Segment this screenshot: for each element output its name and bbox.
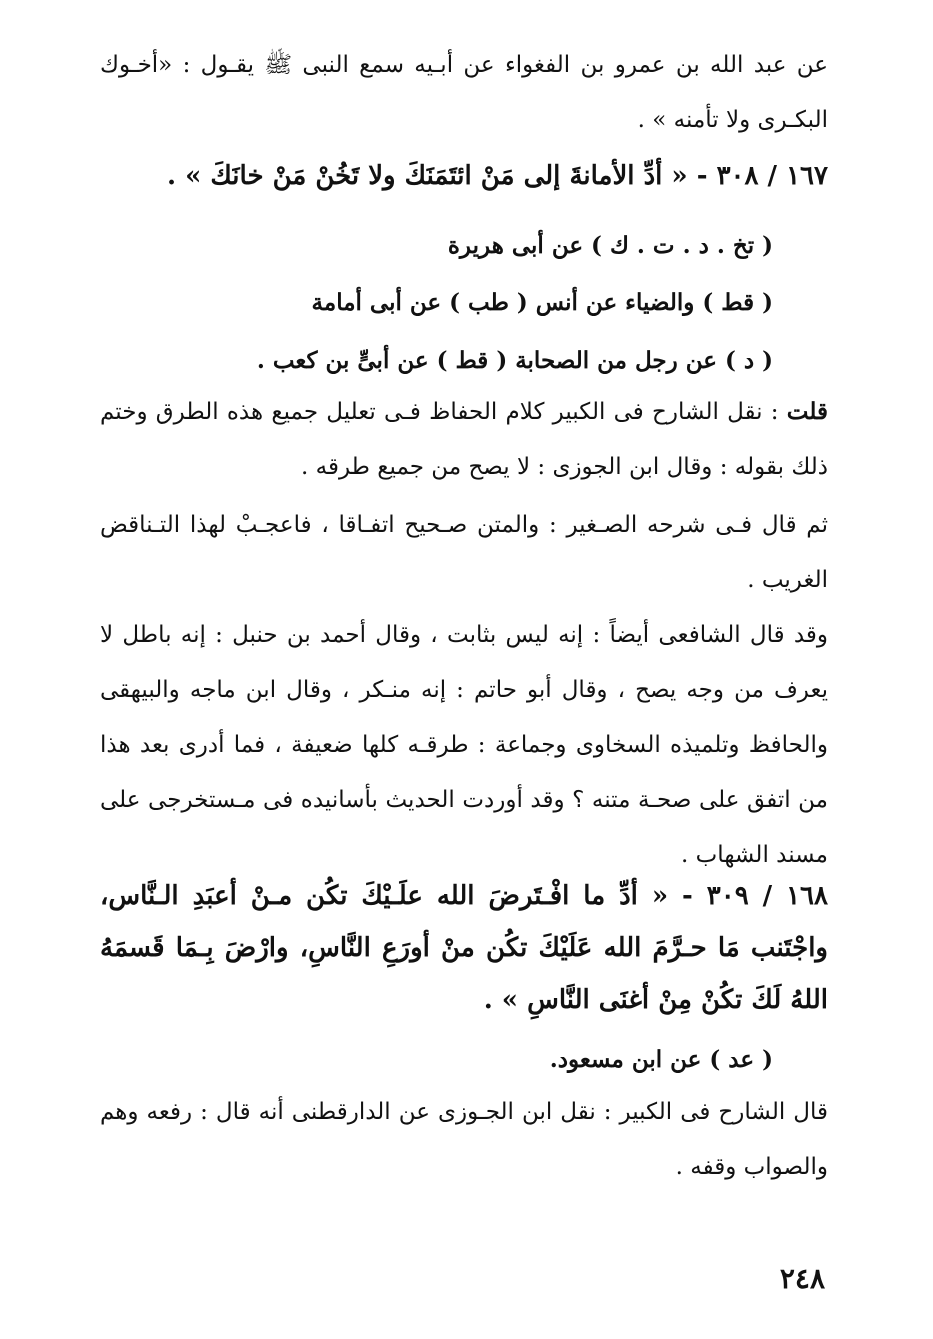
qult-text: : نقل الشارح فى الكبير كلام الحفاظ فـى تعليل جميع هذه الطرق وختم ذلك بقوله : وقال ابن الجوزى : لا يصح من جميع طرقه . — [100, 399, 828, 480]
source-line-1: ( تخ . د . ت . ك ) عن أبى هريرة — [447, 232, 773, 259]
hadith-168: ١٦٨ / ٣٠٩ - « أدِّ ما افْـتَرضَ الله علَـيْكَ تكُن مـنْ أعبَدِ الـنَّاس، واجْتَنب مَا حـرَّمَ الله عَلَيْكَ تكُن منْ أورَعِ النَّاسِ، وارْضَ بِـمَا قَسمَهُ اللهُ لَكَ تكُنْ مِنْ أغنَى النَّاسِ » . — [100, 881, 828, 1015]
text-paragraph-intro: عن عبد الله بن عمرو بن الفغواء عن أبـيه سمع النبى ﷺ يقـول : «أخـوك البكـرى ولا تأمنه » . — [100, 52, 828, 133]
commentary-last: قال الشارح فى الكبير : نقل ابن الجـوزى عن الدارقطنى أنه قال : رفعه وهم والصواب وقفه . — [100, 1099, 828, 1180]
source-line-4: ( عد ) عن ابن مسعود. — [549, 1046, 773, 1073]
commentary-sharh-saghir: ثم قال فـى شرحه الصـغير : والمتن صـحيح اتفـاقا ، فاعجـبْ لهذا التـناقض الغريب . — [100, 512, 828, 593]
source-line-2: ( قط ) والضياء عن أنس ( طب ) عن أبى أمامة — [311, 289, 773, 316]
page-number: ٢٤٨ — [779, 1262, 825, 1295]
commentary-qult — [100, 384, 828, 495]
source-line-3: ( د ) عن رجل من الصحابة ( قط ) عن أبىٍّ بن كعب . — [256, 347, 773, 374]
qult-lead-word: قلت — [786, 398, 828, 425]
commentary-shafii: وقد قال الشافعى أيضاً : إنه ليس بثابت ، وقال أحمد بن حنبل : إنه باطل لا يعرف من وجه يصح ، وقال أبو حاتم : إنه منـكر ، وقال ابن ماجه والبيهقى والحافظ وتلميذه السخاوى وجماعة : طرقـه كلها ضعيفة ، فما أدرى بعد هذا من اتفق على صحـة متنه ؟ وقد أوردت الحديث بأسانيده فى مـستخرجى على مسند الشهاب . — [100, 622, 828, 868]
hadith-167: ١٦٧ / ٣٠٨ - « أدِّ الأمانةَ إلى مَنْ ائتَمَنَكَ ولا تَخُنْ مَنْ خانَكَ » . — [166, 161, 828, 191]
